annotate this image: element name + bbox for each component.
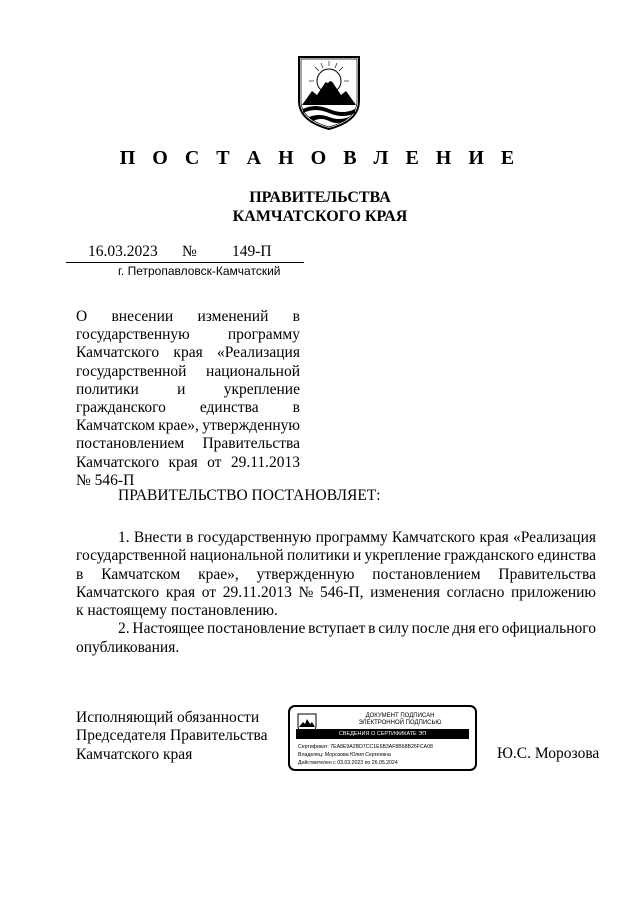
- stamp-certificate-id: Сертификат: 7EA8E9A2BD7CC1E6B3AF8B68B26FCA08: [298, 744, 433, 750]
- signatory-position: [76, 709, 268, 764]
- body-line: опубликования.: [76, 638, 180, 656]
- subject-word: Камчатского: [76, 453, 160, 471]
- stamp-owner: Владелец: Морозова Юлия Сергеевна: [298, 752, 391, 758]
- signatory-name: Ю.С. Морозова: [497, 745, 600, 762]
- subject-word: Камчатском: [76, 417, 155, 435]
- stamp-header-line: ДОКУМЕНТ ПОДПИСАН: [365, 713, 435, 719]
- subject-word: постановлением: [76, 435, 185, 453]
- subject-word: государственной: [76, 362, 187, 380]
- issuing-body-line: ПРАВИТЕЛЬСТВА: [249, 189, 391, 206]
- document-date: 16.03.2023: [88, 243, 158, 260]
- subject-word: крае»,: [158, 417, 199, 435]
- subject-line: [76, 454, 300, 472]
- subject-line: № 546-П: [76, 471, 135, 489]
- body-word: Правительства: [498, 565, 596, 583]
- date-number-underline: [66, 262, 304, 263]
- subject-word: «Реализация: [216, 344, 300, 362]
- subject-word: и: [177, 380, 186, 398]
- subject-line: [76, 399, 300, 417]
- document-subject: [76, 308, 300, 490]
- document-body: [76, 529, 596, 657]
- subject-word: края: [168, 453, 198, 471]
- subject-word: О: [76, 308, 88, 325]
- body-line: 2. Настоящее постановление вступает в силу после дня его официального: [118, 620, 596, 638]
- subject-line: [76, 344, 300, 362]
- subject-word: политики: [76, 380, 139, 398]
- subject-word: внесении: [111, 308, 174, 325]
- resolve-heading: ПРАВИТЕЛЬСТВО ПОСТАНОВЛЯЕТ:: [118, 487, 381, 504]
- stamp-certificate-bar: СВЕДЕНИЯ О СЕРТИФИКАТЕ ЭП: [296, 729, 469, 739]
- subject-line: [76, 435, 300, 453]
- subject-word: государственную: [76, 326, 190, 344]
- subject-line: [76, 381, 300, 399]
- body-word: крае»,: [198, 565, 239, 583]
- subject-word: единства: [199, 399, 259, 417]
- subject-line: [76, 417, 300, 435]
- body-line: Камчатского края от 29.11.2013 № 546-П, изменения согласно приложению: [76, 583, 596, 601]
- signatory-position-line: Исполняющий обязанности: [76, 709, 260, 726]
- kamchatka-emblem-icon: [297, 55, 361, 131]
- signatory-position-line: Камчатского края: [76, 745, 193, 763]
- subject-word: изменений: [197, 308, 269, 325]
- subject-line: [76, 363, 300, 381]
- subject-word: гражданского: [76, 399, 166, 417]
- stamp-validity: Действителен с 03.03.2023 по 26.05.2024: [298, 760, 398, 766]
- subject-word: 29.11.2013: [230, 453, 300, 471]
- subject-word: укрепление: [223, 380, 300, 398]
- subject-word: программу: [227, 326, 300, 344]
- signatory-position-line: Председателя Правительства: [76, 727, 268, 745]
- body-line: 1. Внести в государственную программу Камчатского края «Реализация: [118, 529, 596, 546]
- stamp-certificate-info: [298, 743, 433, 767]
- document-number: 149-П: [232, 243, 272, 260]
- body-word: постановлением: [372, 565, 481, 583]
- subject-word: утвержденную: [202, 417, 300, 435]
- stamp-header: [330, 713, 470, 727]
- subject-word: края: [173, 344, 203, 362]
- subject-line: [76, 326, 300, 344]
- body-word: Камчатском: [101, 565, 181, 583]
- subject-word: в: [292, 308, 300, 325]
- issuing-body: [0, 188, 640, 226]
- body-word: в: [76, 565, 84, 583]
- subject-word: национальной: [206, 362, 300, 380]
- subject-word: Камчатского: [76, 344, 160, 362]
- subject-line: [76, 308, 300, 326]
- electronic-signature-stamp: [288, 705, 477, 771]
- city: г. Петропавловск-Камчатский: [118, 264, 281, 278]
- number-sign: №: [182, 243, 197, 260]
- issuing-body-line: КАМЧАТСКОГО КРАЯ: [232, 208, 408, 225]
- body-line: к настоящему постановлению.: [76, 602, 278, 620]
- body-line: [76, 566, 596, 584]
- document-title: П О С Т А Н О В Л Е Н И Е: [119, 147, 521, 169]
- subject-word: от: [207, 453, 222, 471]
- body-word: утвержденную: [256, 565, 355, 583]
- subject-word: Правительства: [202, 435, 300, 453]
- body-line: государственной национальной политики и укрепление гражданского единства: [76, 547, 596, 565]
- stamp-header-line: ЭЛЕКТРОННОЙ ПОДПИСЬЮ: [358, 720, 442, 726]
- subject-word: в: [292, 399, 300, 417]
